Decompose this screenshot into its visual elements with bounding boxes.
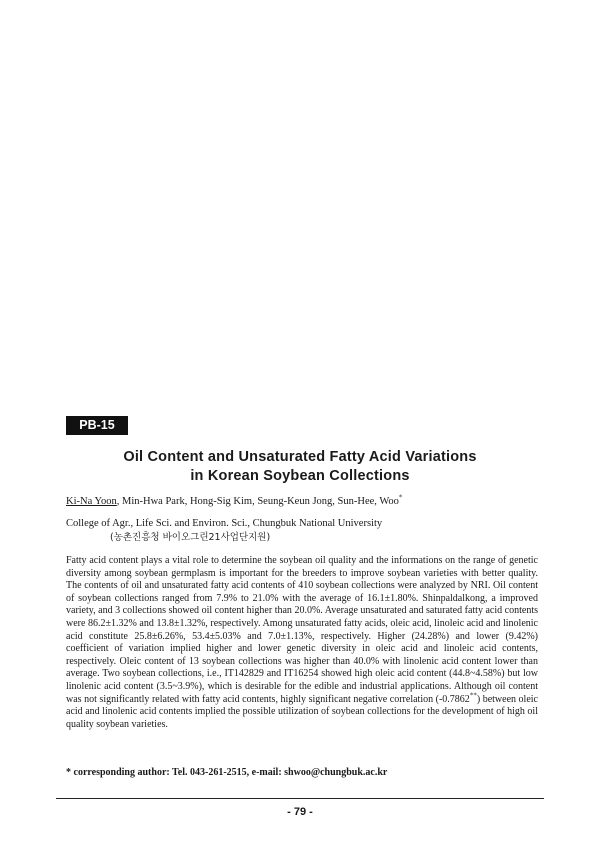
abstract-text: [66, 555, 538, 731]
abstract-body: Fatty acid content plays a vital role to determine the soybean oil quality and the informations on the range of genetic diversity among soybean germplasm is important for the breeders to improve soybean varieties with better quality. The contents of oil and unsaturated fatty acid contents of 410 soybean collections were analyzed by NRI. Oil content of soybean collections ranged from 7.9% to 21.0% with the average of 16.1±1.80%. Shinpaldalkong, a improved variety, and 3 collections showed oil content higher than 20.0%. Average unsaturated and saturated fatty acid contents were 86.2±1.32% and 13.8±1.32%, respectively. Among unsaturated fatty acids, oleic acid, linoleic acid and linolenic acid constitute 25.8±6.26%, 53.4±5.03% and 7.0±1.13%, respectively. Higher (24.28%) and lower (9.42%) coefficient of variation implied higher and lower genetic diversity in oleic acid and linoleic acid contents, respectively. Oleic content of 13 soybean collections was higher than 40.0% with linolenic acid content lower than average. Two soybean collections, i.e., IT142829 and IT16254 showed high oleic acid content (44.8~4.58%) but low linolenic acid content (3.5~3.9%), which is desirable for the edible and industrial applications. Although oil content was not significantly related with fatty acid contents, highly significant negative correlation (-0.7862: [66, 555, 538, 705]
session-code-badge: PB-15: [66, 416, 128, 435]
corresponding-author-mark: *: [398, 493, 403, 502]
title-line-1: Oil Content and Unsaturated Fatty Acid Variations: [123, 449, 477, 465]
title-line-2: in Korean Soybean Collections: [190, 468, 410, 484]
affiliation-institution: College of Agr., Life Sci. and Environ. Sci., Chungbuk National University: [66, 518, 383, 529]
abstract-conclusion: ) between oleic acid and linolenic acid contents implied the possible utilization of soybean collections for the development of high oil quality soybean varieties.: [66, 693, 538, 730]
corresponding-author-note: * corresponding author: Tel. 043-261-2515, e-mail: shwoo@chungbuk.ac.kr: [66, 767, 388, 778]
footer-divider: [56, 798, 544, 799]
page-number: - 79 -: [287, 806, 313, 818]
paper-title: [60, 448, 540, 486]
other-authors: , Min-Hwa Park, Hong-Sig Kim, Seung-Keun Jong, Sun-Hee, Woo: [116, 496, 399, 507]
affiliation: [66, 517, 546, 545]
author-list: [66, 495, 546, 509]
first-author: Ki-Na Yoon: [66, 496, 117, 507]
affiliation-funding: (농촌진흥청 바이오그린21사업단지원): [110, 532, 271, 543]
significance-mark: **: [469, 691, 477, 700]
